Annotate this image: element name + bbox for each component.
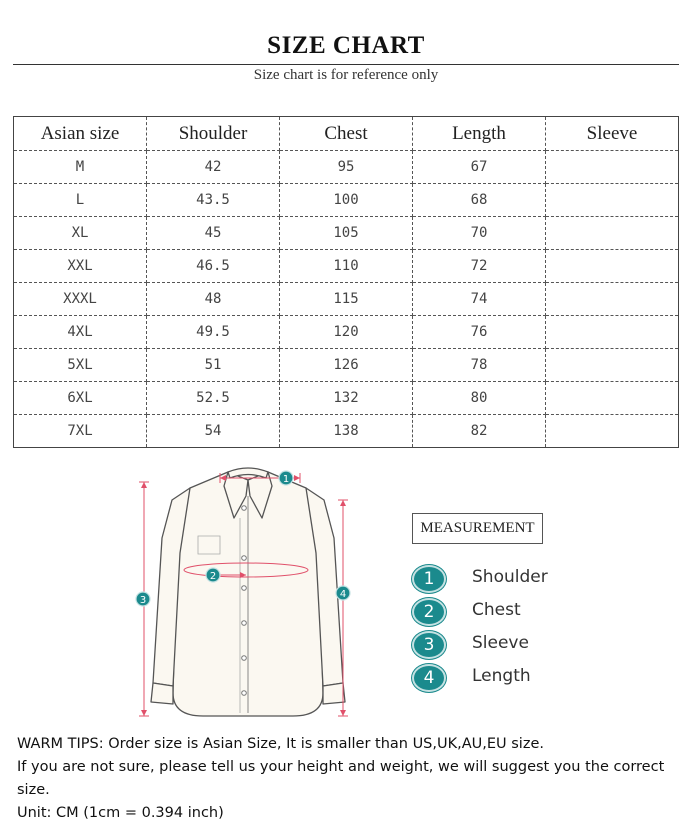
table-cell: 70 [413,217,546,250]
column-header: Shoulder [147,117,280,151]
table-cell: XXXL [14,283,147,316]
marker-3 [136,592,150,606]
table-cell: 80 [413,382,546,415]
legend-item [412,663,612,696]
legend-label: Chest [472,600,521,620]
table-cell: L [14,184,147,217]
table-cell: M [14,151,147,184]
page-title: SIZE CHART [267,32,425,59]
legend-item [412,597,612,630]
table-cell [546,250,679,283]
legend-label: Length [472,666,531,686]
table-cell: 43.5 [147,184,280,217]
tips-line: If you are not sure, please tell us your height and weight, we will suggest you the correct size. [17,759,665,798]
table-cell: 78 [413,349,546,382]
table-cell [546,283,679,316]
table-cell: 5XL [14,349,147,382]
table-cell: 95 [280,151,413,184]
table-cell: 42 [147,151,280,184]
table-cell: 110 [280,250,413,283]
table-cell [546,349,679,382]
table-cell: XXL [14,250,147,283]
table-cell: 138 [280,415,413,448]
column-header: Asian size [14,117,147,151]
table-row [14,349,679,382]
table-cell: 72 [413,250,546,283]
legend-item [412,630,612,663]
size-table [13,116,679,448]
table-cell: 54 [147,415,280,448]
marker-2 [206,568,220,582]
table-cell: 82 [413,415,546,448]
table-cell [546,415,679,448]
marker-1-label: 1 [282,474,290,485]
legend-number-badge: 3 [412,631,446,659]
table-cell: 115 [280,283,413,316]
column-header: Chest [280,117,413,151]
column-header: Sleeve [546,117,679,151]
table-row [14,415,679,448]
legend-number-badge: 1 [412,565,446,593]
table-cell: 74 [413,283,546,316]
table-cell: 49.5 [147,316,280,349]
column-header: Length [413,117,546,151]
tips-line: Unit: CM (1cm = 0.394 inch) [17,805,224,821]
table-row [14,250,679,283]
marker-3-label: 3 [139,595,147,606]
table-cell: 120 [280,316,413,349]
legend-label: Sleeve [472,633,529,653]
table-header-row [14,117,679,151]
table-row [14,316,679,349]
table-row [14,184,679,217]
table-cell: 132 [280,382,413,415]
table-cell: 46.5 [147,250,280,283]
table-cell [546,217,679,250]
table-cell: 52.5 [147,382,280,415]
table-cell [546,151,679,184]
table-cell: 76 [413,316,546,349]
table-cell: 48 [147,283,280,316]
legend-number-badge: 4 [412,664,446,692]
marker-2-label: 2 [209,571,217,582]
table-cell: 45 [147,217,280,250]
shirt-left-cuff [151,683,173,704]
table-cell: 67 [413,151,546,184]
legend-number-badge: 2 [412,598,446,626]
table-cell: 105 [280,217,413,250]
measurement-heading: MEASUREMENT [412,513,543,544]
table-cell: 6XL [14,382,147,415]
marker-4-label: 4 [339,589,347,600]
legend-item [412,564,612,597]
table-row [14,283,679,316]
table-cell: 100 [280,184,413,217]
tips-line: WARM TIPS: Order size is Asian Size, It is smaller than US,UK,AU,EU size. [17,736,544,752]
table-cell [546,382,679,415]
table-cell: 4XL [14,316,147,349]
shirt-outline-icon [128,458,368,723]
page-subtitle: Size chart is for reference only [253,67,439,83]
warm-tips [17,733,682,825]
table-row [14,382,679,415]
table-cell: XL [14,217,147,250]
table-cell: 126 [280,349,413,382]
shirt-right-cuff [323,683,345,704]
table-cell: 7XL [14,415,147,448]
table-cell [546,316,679,349]
table-row [14,151,679,184]
legend-label: Shoulder [472,567,548,587]
table-row [14,217,679,250]
marker-1 [279,471,293,485]
table-cell [546,184,679,217]
marker-4 [336,586,350,600]
title-divider [13,64,679,65]
table-cell: 51 [147,349,280,382]
table-cell: 68 [413,184,546,217]
measurement-legend [412,564,612,696]
